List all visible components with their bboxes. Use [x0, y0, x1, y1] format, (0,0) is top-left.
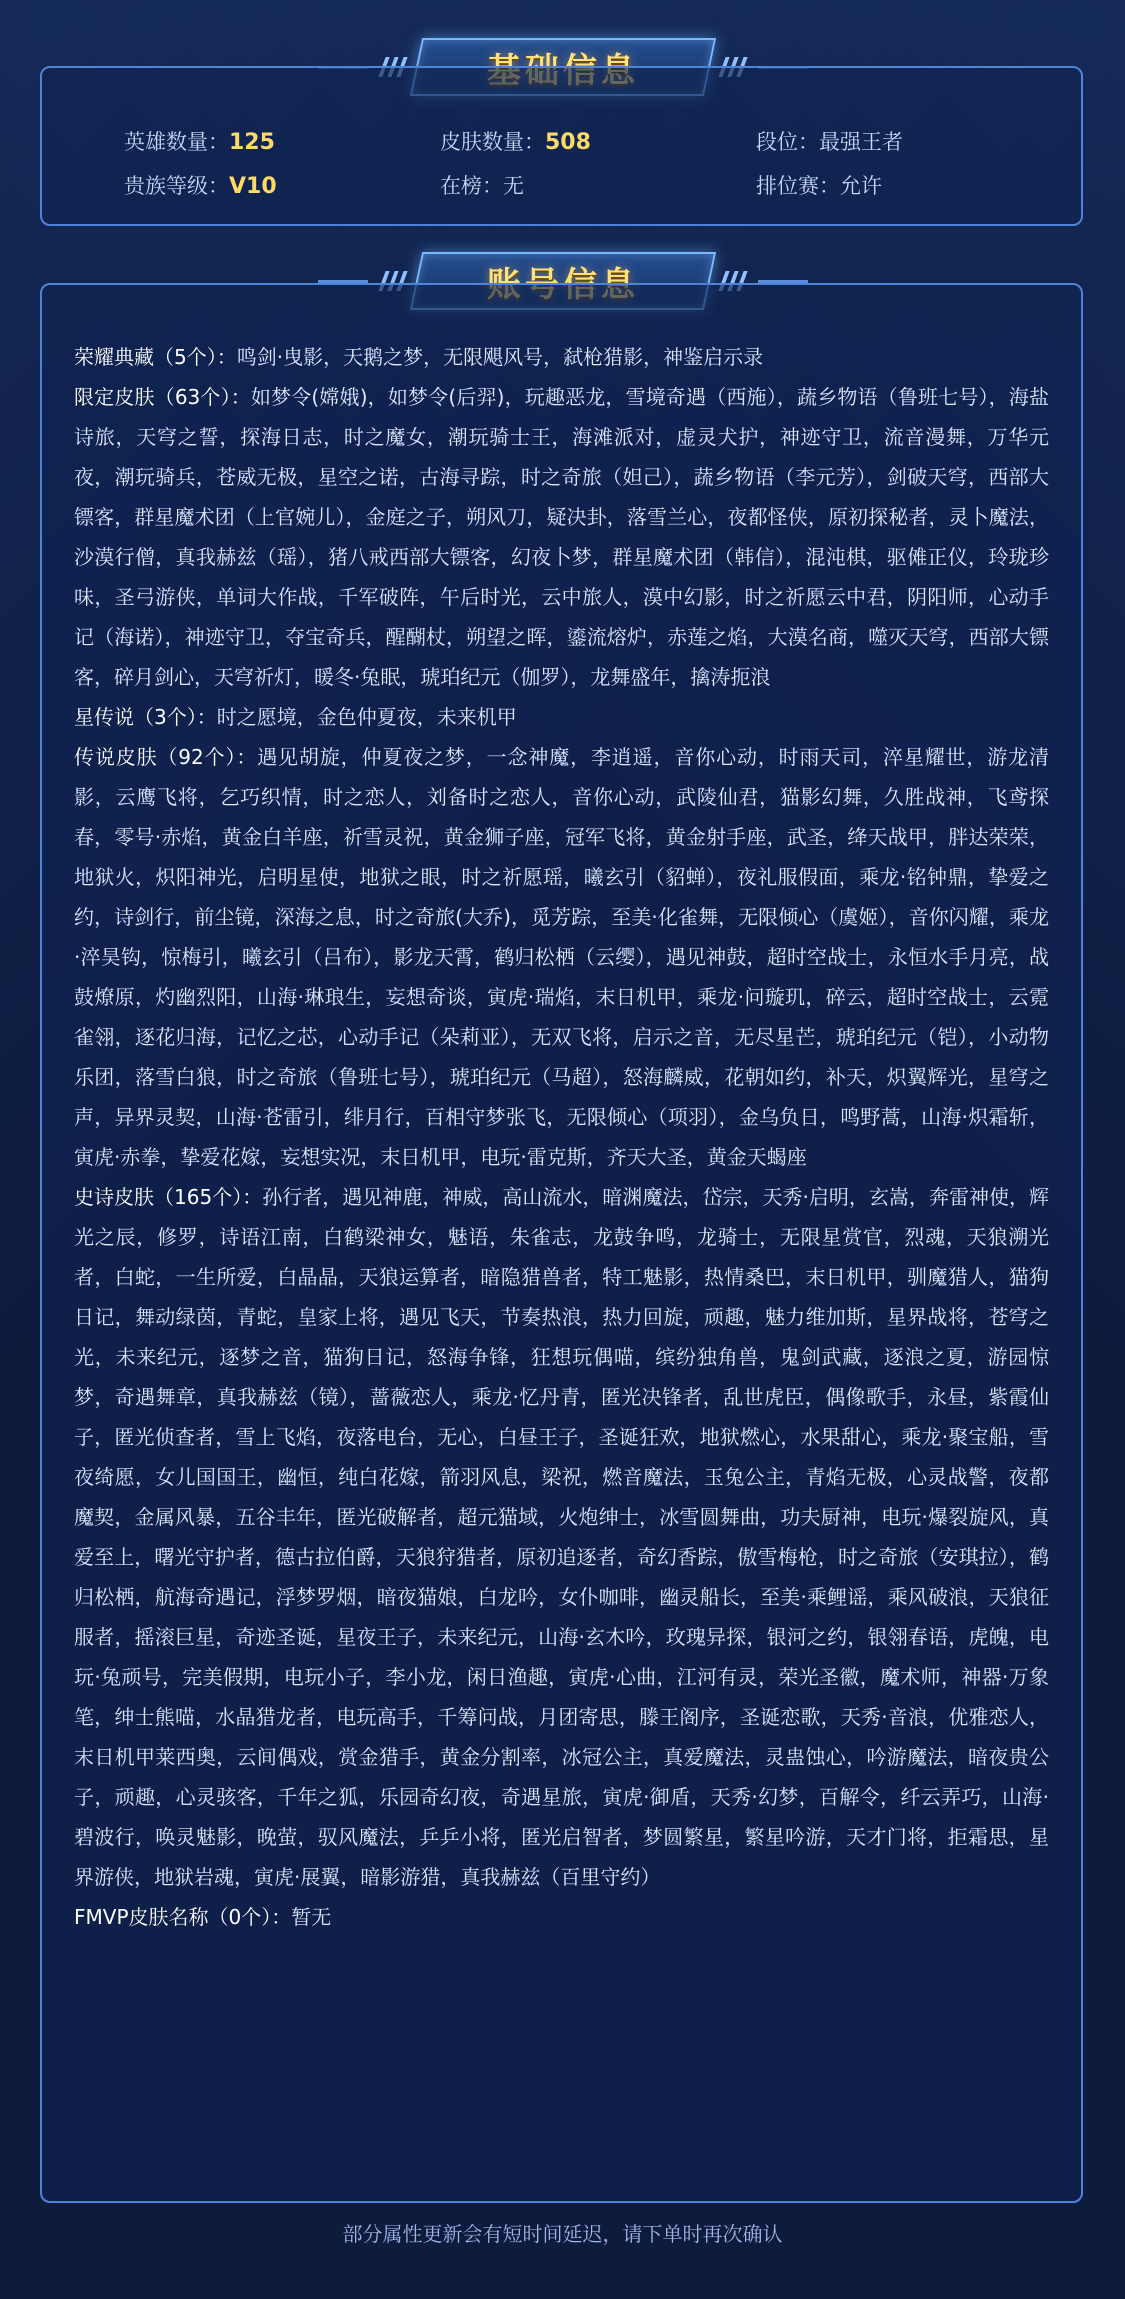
on-list-label: 在榜： — [440, 174, 503, 198]
category-items: 如梦令(嫦娥)，如梦令(后羿)，玩趣恶龙，雪境奇遇（西施），蔬乡物语（鲁班七号），海盐诗旅，天穹之誓，探海日志，时之魔女，潮玩骑士王，海滩派对，虚灵犬护，神迹守卫，流音漫舞，万华元夜，潮玩骑兵，苍威无极，星空之诺，古海寻踪，时之奇旅（妲己），蔬乡物语（李元芳），剑破天穹，西部大镖客，群星魔术团（上官婉儿），金庭之子，朔风刀，疑决卦，落雪兰心，夜都怪侠，原初探秘者，灵卜魔法，沙漠行僧，真我赫兹（瑶），猪八戒西部大镖客，幻夜卜梦，群星魔术团（韩信），混沌棋，驱傩正仪，玲珑珍味，圣弓游侠，单词大作战，千军破阵，午后时光，云中旅人，漠中幻影，时之祈愿云中君，阴阳师，心动手记（海诺），神迹守卫，夺宝奇兵，醒醐杖，朔望之晖，鎏流熔炉，赤莲之焰，大漠名商，噬灭天穹，西部大镖客，碎月剑心，天穹祈灯，暖冬·兔眠，琥珀纪元（伽罗），龙舞盛年，擒涛扼浪 — [74, 385, 1049, 689]
noble-stat — [124, 170, 440, 200]
basic-info-panel — [40, 66, 1083, 226]
hero-count-stat — [124, 126, 440, 156]
category-star-legend — [74, 697, 1049, 737]
category-label: 荣耀典藏（5个）： — [74, 345, 237, 369]
noble-label: 贵族等级： — [124, 174, 229, 198]
ranked-value: 允许 — [840, 174, 882, 198]
category-label: 星传说（3个）： — [74, 705, 217, 729]
account-info-body — [42, 285, 1081, 1937]
category-items: 鸣剑·曳影，天鹅之梦，无限飓风号，弑枪猎影，神鉴启示录 — [236, 345, 764, 369]
noble-value: V10 — [229, 174, 277, 199]
rank-stat — [756, 126, 1072, 156]
category-items: 遇见胡旋，仲夏夜之梦，一念神魔，李逍遥，音你心动，时雨天司，淬星耀世，游龙清影，云鹰飞将，乞巧织情，时之恋人，刘备时之恋人，音你心动，武陵仙君，猫影幻舞，久胜战神，飞鸢探春，零号·赤焰，黄金白羊座，祈雪灵祝，黄金狮子座，冠军飞将，黄金射手座，武圣，绛天战甲，胖达荣荣，地狱火，炽阳神光，启明星使，地狱之眼，时之祈愿瑶，曦玄引（貂蝉），夜礼服假面，乘龙·铭钟鼎，挚爱之约，诗剑行，前尘镜，深海之息，时之奇旅(大乔)，觅芳踪，至美·化雀舞，无限倾心（虞姬），音你闪耀，乘龙·淬昊钩，惊梅引，曦玄引（吕布），影龙天霄，鹤归松栖（云缨），遇见神鼓，超时空战士，永恒水手月亮，战鼓燎原，灼幽烈阳，山海·琳琅生，妄想奇谈，寅虎·瑞焰，末日机甲，乘龙·问璇玑，碎云，超时空战士，云霓雀翎，逐花归海，记忆之芯，心动手记（朵莉亚），无双飞将，启示之音，无尽星芒，琥珀纪元（铠），小动物乐团，落雪白狼，时之奇旅（鲁班七号），琥珀纪元（马超），怒海麟威，花朝如约，补天，炽翼辉光，星穹之声，异界灵契，山海·苍雷引，绯月行，百相守梦张飞，无限倾心（项羽），金乌负日，鸣野蒿，山海·炽霜斩，寅虎·赤拳，挚爱花嫁，妄想实况，末日机甲，电玩·雷克斯，齐天大圣，黄金天蝎座 — [74, 745, 1049, 1169]
hero-count-label: 英雄数量： — [124, 130, 229, 154]
category-epic-skins — [74, 1177, 1049, 1897]
on-list-value: 无 — [503, 174, 524, 198]
ranked-stat — [756, 170, 1072, 200]
rank-label: 段位： — [756, 130, 819, 154]
skin-count-value: 508 — [545, 130, 591, 155]
category-limited-skins — [74, 377, 1049, 697]
category-items: 暂无 — [291, 1905, 332, 1929]
category-label: FMVP皮肤名称（0个）： — [74, 1905, 292, 1929]
basic-info-grid — [42, 68, 1081, 200]
category-items: 孙行者，遇见神鹿，神威，高山流水，暗渊魔法，岱宗，天秀·启明，玄嵩，奔雷神使，辉光之辰，修罗，诗语江南，白鹤梁神女，魅语，朱雀志，龙鼓争鸣，龙骑士，无限星赏官，烈魂，天狼溯光者，白蛇，一生所爱，白晶晶，天狼运算者，暗隐猎兽者，特工魅影，热情桑巴，末日机甲，驯魔猎人，猫狗日记，舞动绿茵，青蛇，皇家上将，遇见飞天，节奏热浪，热力回旋，顽趣，魅力维加斯，星界战将，苍穹之光，未来纪元，逐梦之音，猫狗日记，怒海争锋，狂想玩偶喵，缤纷独角兽，鬼剑武藏，逐浪之夏，游园惊梦，奇遇舞章，真我赫兹（镜），蔷薇恋人，乘龙·忆丹青，匿光决锋者，乱世虎臣，偶像歌手，永昼，紫霞仙子，匿光侦查者，雪上飞焰，夜落电台，无心，白昼王子，圣诞狂欢，地狱燃心，水果甜心，乘龙·聚宝船，雪夜绮愿，女儿国国王，幽恒，纯白花嫁，箭羽风息，梁祝，燃音魔法，玉兔公主，青焰无极，心灵战警，夜都魔契，金属风暴，五谷丰年，匿光破解者，超元猫域，火炮绅士，冰雪圆舞曲，功夫厨神，电玩·爆裂旋风，真爱至上，曙光守护者，德古拉伯爵，天狼狩猎者，原初追逐者，奇幻香踪，傲雪梅枪，时之奇旅（安琪拉），鹤归松栖，航海奇遇记，浮梦罗烟，暗夜猫娘，白龙吟，女仆咖啡，幽灵船长，至美·乘鲤谣，乘风破浪，天狼征服者，摇滚巨星，奇迹圣诞，星夜王子，未来纪元，山海·玄木吟，玫瑰异探，银河之约，银翎春语，虎魄，电玩·兔顽号，完美假期，电玩小子，李小龙，闲日渔趣，寅虎·心曲，江河有灵，荣光圣徽，魔术师，神器·万象笔，绅士熊喵，水晶猎龙者，电玩高手，千筹问战，月团寄思，滕王阁序，圣诞恋歌，天秀·音浪，优雅恋人，末日机甲莱西奥，云间偶戏，赏金猎手，黄金分割率，冰冠公主，真爱魔法，灵蛊蚀心，吟游魔法，暗夜贵公子，顽趣，心灵骇客，千年之狐，乐园奇幻夜，奇遇星旅，寅虎·御盾，天秀·幻梦，百解令，纤云弄巧，山海·碧波行，唤灵魅影，晚萤，驭风魔法，乒乒小将，匿光启智者，梦圆繁星，繁星吟游，天才门将，拒霜思，星界游侠，地狱岩魂，寅虎·展翼，暗影游猎，真我赫兹（百里守约） — [74, 1185, 1049, 1889]
footer-notice: 部分属性更新会有短时间延迟，请下单时再次确认 — [342, 2222, 783, 2246]
ranked-label: 排位赛： — [756, 174, 840, 198]
category-fmvp-skins — [74, 1897, 1049, 1937]
category-items: 时之愿境，金色仲夏夜，未来机甲 — [216, 705, 517, 729]
account-info-panel — [40, 283, 1083, 2203]
on-list-stat — [440, 170, 756, 200]
hero-count-value: 125 — [229, 130, 275, 155]
skin-count-stat — [440, 126, 756, 156]
skin-count-label: 皮肤数量： — [440, 130, 545, 154]
category-legend-skins — [74, 737, 1049, 1177]
category-label: 史诗皮肤（165个）： — [74, 1185, 263, 1209]
category-glory-collection — [74, 337, 1049, 377]
rank-value: 最强王者 — [819, 130, 903, 154]
category-label: 传说皮肤（92个）： — [74, 745, 258, 769]
category-label: 限定皮肤（63个）： — [74, 385, 251, 409]
